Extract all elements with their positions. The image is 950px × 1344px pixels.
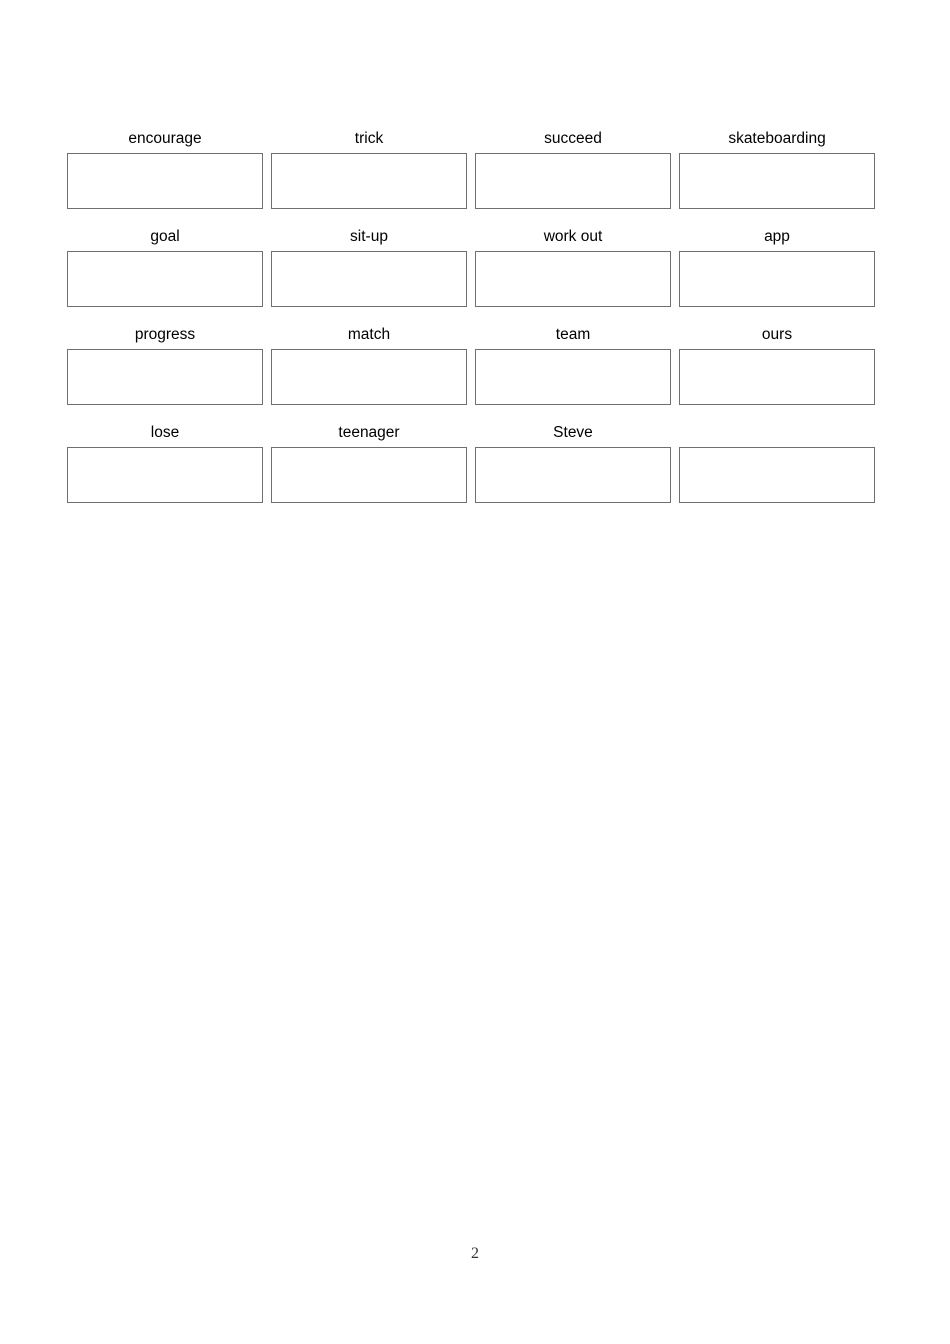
answer-box[interactable] [679,447,875,503]
word-cell [67,422,263,503]
word-cell [67,128,263,209]
answer-box[interactable] [679,349,875,405]
word-cell [271,226,467,307]
word-cell [679,422,875,503]
word-label: work out [543,228,603,245]
answer-box[interactable] [67,349,263,405]
word-cell [679,128,875,209]
word-cell [679,226,875,307]
answer-box[interactable] [475,251,671,307]
answer-box[interactable] [271,447,467,503]
word-label: trick [354,130,384,147]
word-cell [67,226,263,307]
word-label: goal [150,228,180,245]
answer-box[interactable] [67,447,263,503]
word-label: app [764,228,790,245]
word-label: succeed [544,130,602,147]
page-number: 2 [471,1245,479,1262]
answer-box[interactable] [475,153,671,209]
word-cell [475,226,671,307]
word-label [679,422,875,447]
word-grid [67,128,874,503]
word-label: match [347,326,391,343]
answer-box[interactable] [475,447,671,503]
word-cell [679,324,875,405]
answer-box[interactable] [67,153,263,209]
word-cell [475,422,671,503]
answer-box[interactable] [475,349,671,405]
answer-box[interactable] [271,153,467,209]
word-cell [475,324,671,405]
word-cell [67,324,263,405]
word-cell [475,128,671,209]
word-label: ours [761,326,793,343]
word-cell [271,128,467,209]
answer-box[interactable] [67,251,263,307]
word-label: teenager [338,424,400,441]
word-label: sit-up [350,228,388,245]
answer-box[interactable] [679,153,875,209]
word-label: Steve [553,424,593,441]
answer-box[interactable] [679,251,875,307]
word-cell [271,324,467,405]
answer-box[interactable] [271,349,467,405]
word-label: progress [134,326,196,343]
word-label: team [555,326,591,343]
word-label: skateboarding [728,130,826,147]
word-cell [271,422,467,503]
answer-box[interactable] [271,251,467,307]
word-label: encourage [128,130,202,147]
word-label: lose [150,424,180,441]
